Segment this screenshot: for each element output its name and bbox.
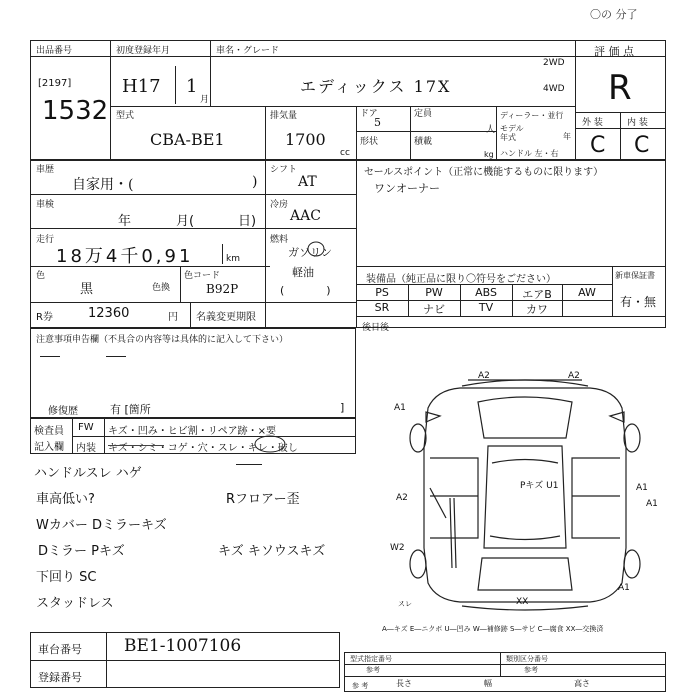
interior-grade: C	[634, 133, 650, 158]
fuel-label: 燃料	[270, 235, 289, 245]
notes-dash-1	[40, 356, 60, 357]
displacement-label: 排気量	[270, 111, 298, 121]
underline-1	[236, 464, 262, 465]
footer-class-ref: 参考	[524, 666, 538, 674]
recycle-unit: 円	[168, 312, 178, 323]
drive-2wd: 2WD	[543, 58, 565, 68]
sales-point-item: ワンオーナー	[374, 182, 440, 195]
inspector-label-2: 記入欄	[34, 442, 64, 453]
color-code-label: 色コード	[184, 271, 221, 281]
handwritten-note-4: Wカバー Dミラーキズ	[36, 518, 167, 533]
footer-height: 高さ	[574, 679, 590, 688]
mileage-label: 走行	[36, 235, 55, 245]
warranty-label: 新車保証書	[615, 271, 655, 280]
model-code-label: 型式	[116, 111, 135, 121]
model-label: 車名・グレード	[216, 46, 280, 56]
load-label: 積載	[414, 137, 433, 147]
recycle-value: 12360	[88, 306, 130, 321]
inspector-inner-items: キズ・シミ・コゲ・穴・スレ・キレ・破し	[108, 443, 298, 454]
repair-label: 修復歴	[48, 406, 78, 417]
footer-type-ref: 参考	[366, 666, 380, 674]
equip-ps: PS	[375, 286, 389, 299]
notes-label: 注意事項申告欄（不具合の内容等は具体的に記入して下さい）	[36, 335, 289, 345]
warranty-value: 有・無	[620, 295, 657, 309]
inspection-month: 月(	[176, 214, 195, 229]
fuel-light-oil: 軽油	[292, 266, 314, 279]
lot-number: 1532	[42, 96, 109, 126]
corner-mark: 〇の 分了	[590, 8, 638, 21]
history-value: 自家用・(	[72, 177, 134, 193]
equip-aw: AW	[578, 286, 596, 299]
inspection-label: 車検	[36, 200, 55, 210]
history-close: )	[252, 174, 258, 190]
color-code: B92P	[206, 282, 239, 296]
history-label: 車歴	[36, 165, 55, 175]
mark-a2-front-right: A2	[568, 371, 580, 381]
exterior-label: 外 装	[582, 118, 603, 128]
equip-sr: SR	[374, 301, 390, 314]
drive-4wd: 4WD	[543, 84, 565, 94]
doors-value: 5	[374, 116, 381, 129]
ac-value: AAC	[290, 208, 321, 224]
registration-label: 初度登録年月	[116, 46, 171, 56]
model-year-unit: 年	[563, 132, 571, 141]
remaining-tax-label: 名義変更期限	[196, 312, 256, 323]
model-year-label: モデル 年式	[500, 124, 524, 142]
fuel-circle-mark	[306, 240, 326, 258]
equip-tv: TV	[478, 301, 494, 314]
notes-dash-2	[106, 356, 126, 357]
load-unit: kg	[484, 150, 494, 159]
handwritten-note-5: Dミラー Pキズ	[38, 544, 125, 559]
inspector-fw-items: キズ・凹み・ヒビ割・リペア跡・×要	[108, 426, 276, 437]
inspector-strike	[108, 445, 164, 446]
ac-label: 冷房	[270, 200, 289, 210]
inspector-inner: 内装	[76, 443, 96, 454]
registration-no-label: 登録番号	[38, 671, 82, 684]
displacement-unit: cc	[340, 148, 350, 158]
exterior-grade: C	[590, 133, 606, 158]
doors-label: ドア	[360, 109, 378, 119]
car-damage-diagram	[390, 368, 660, 618]
handle-label: ハンドル 左・右	[500, 149, 559, 158]
sales-points-label: セールスポイント（正常に機能するものに限ります）	[364, 167, 604, 178]
registration-month-unit: 月	[200, 95, 210, 105]
grade-score: R	[608, 68, 632, 108]
equip-navi: ナビ	[423, 303, 445, 316]
mark-a1-left-top: A1	[394, 403, 406, 413]
mark-p-kizu: Pキズ U1	[520, 481, 559, 491]
inspector-fw: FW	[78, 422, 94, 433]
inspector-label-1: 検査員	[34, 426, 64, 437]
registration-year: H17	[122, 76, 161, 97]
lot-code: [2197]	[38, 78, 72, 89]
mark-a1-rear-right: A1	[618, 583, 630, 593]
repair-close: ]	[340, 401, 345, 414]
model-code-value: CBA-BE1	[150, 130, 225, 149]
body-type-label: 形状	[360, 137, 379, 147]
fuel-bracket: ( )	[280, 284, 331, 297]
equip-abs: ABS	[475, 286, 497, 299]
shift-value: AT	[298, 174, 317, 190]
mark-w2-left: W2	[390, 543, 405, 553]
displacement-value: 1700	[285, 130, 326, 149]
mark-sure: スレ	[398, 600, 412, 608]
model-name: エディックス 17X	[300, 77, 452, 96]
capacity-label: 定員	[414, 109, 433, 119]
inspector-circle-mark	[252, 434, 288, 454]
capacity-unit: 人	[486, 125, 496, 135]
mileage-value: 18万4千0,91	[56, 246, 194, 267]
interior-label: 内 装	[627, 118, 648, 128]
back-seat-label: 後日後	[362, 323, 390, 333]
inspection-year: 年	[118, 214, 132, 229]
footer-type-label: 型式指定番号	[350, 655, 392, 663]
footer-ref-cm: 参 考	[352, 682, 369, 690]
equip-kawa: カワ	[526, 303, 548, 316]
grade-label: 評 価 点	[594, 45, 634, 58]
header-frame	[30, 40, 666, 160]
handwritten-note-1: ハンドルスレ ハゲ	[34, 466, 142, 481]
inspection-day: 日)	[238, 214, 257, 229]
handwritten-note-8: スタッドレス	[36, 596, 114, 611]
equip-pw: PW	[425, 286, 443, 299]
equipment-label: 装備品（純正品に限り〇符号をごださい）	[366, 274, 556, 285]
color-value: 黒	[80, 282, 94, 297]
handwritten-note-7: 下回り SC	[36, 570, 97, 585]
footer-class-label: 類別区分番号	[506, 655, 548, 663]
equip-airbag: エアB	[522, 288, 552, 301]
footer-length: 長さ	[396, 679, 412, 688]
recycle-label: R券	[36, 312, 53, 323]
fuel-gasoline: ガソリン	[288, 246, 332, 259]
mileage-unit: km	[226, 254, 240, 264]
color-change-label: 色換	[152, 283, 171, 293]
handwritten-note-3: Rフロアー歪	[226, 492, 300, 507]
handwritten-note-6: キズ キソウスキズ	[218, 544, 326, 559]
mark-a2-left: A2	[396, 493, 408, 503]
damage-legend: A―キズ E―ニクボ U―凹み W―補修跡 S―サビ C―腐食 XX―交換済	[382, 625, 604, 633]
dealer-label: ディーラー・並行	[500, 111, 564, 120]
shift-label: シフト	[270, 165, 298, 175]
registration-month: 1	[186, 76, 198, 97]
mark-xx: XX	[516, 597, 529, 607]
repair-value: 有 [箇所	[110, 403, 151, 416]
mark-a2-front-left: A2	[478, 371, 490, 381]
chassis-label: 車台番号	[38, 643, 82, 656]
mark-a1-right: A1	[636, 483, 648, 493]
handwritten-note-2: 車高低い?	[36, 492, 95, 507]
lot-label: 出品番号	[36, 46, 73, 56]
footer-width: 幅	[484, 679, 492, 688]
chassis-value: BE1-1007106	[124, 636, 242, 656]
color-label: 色	[36, 271, 46, 281]
mark-a1-right-2: A1	[646, 499, 658, 509]
footer-frame	[344, 652, 666, 692]
